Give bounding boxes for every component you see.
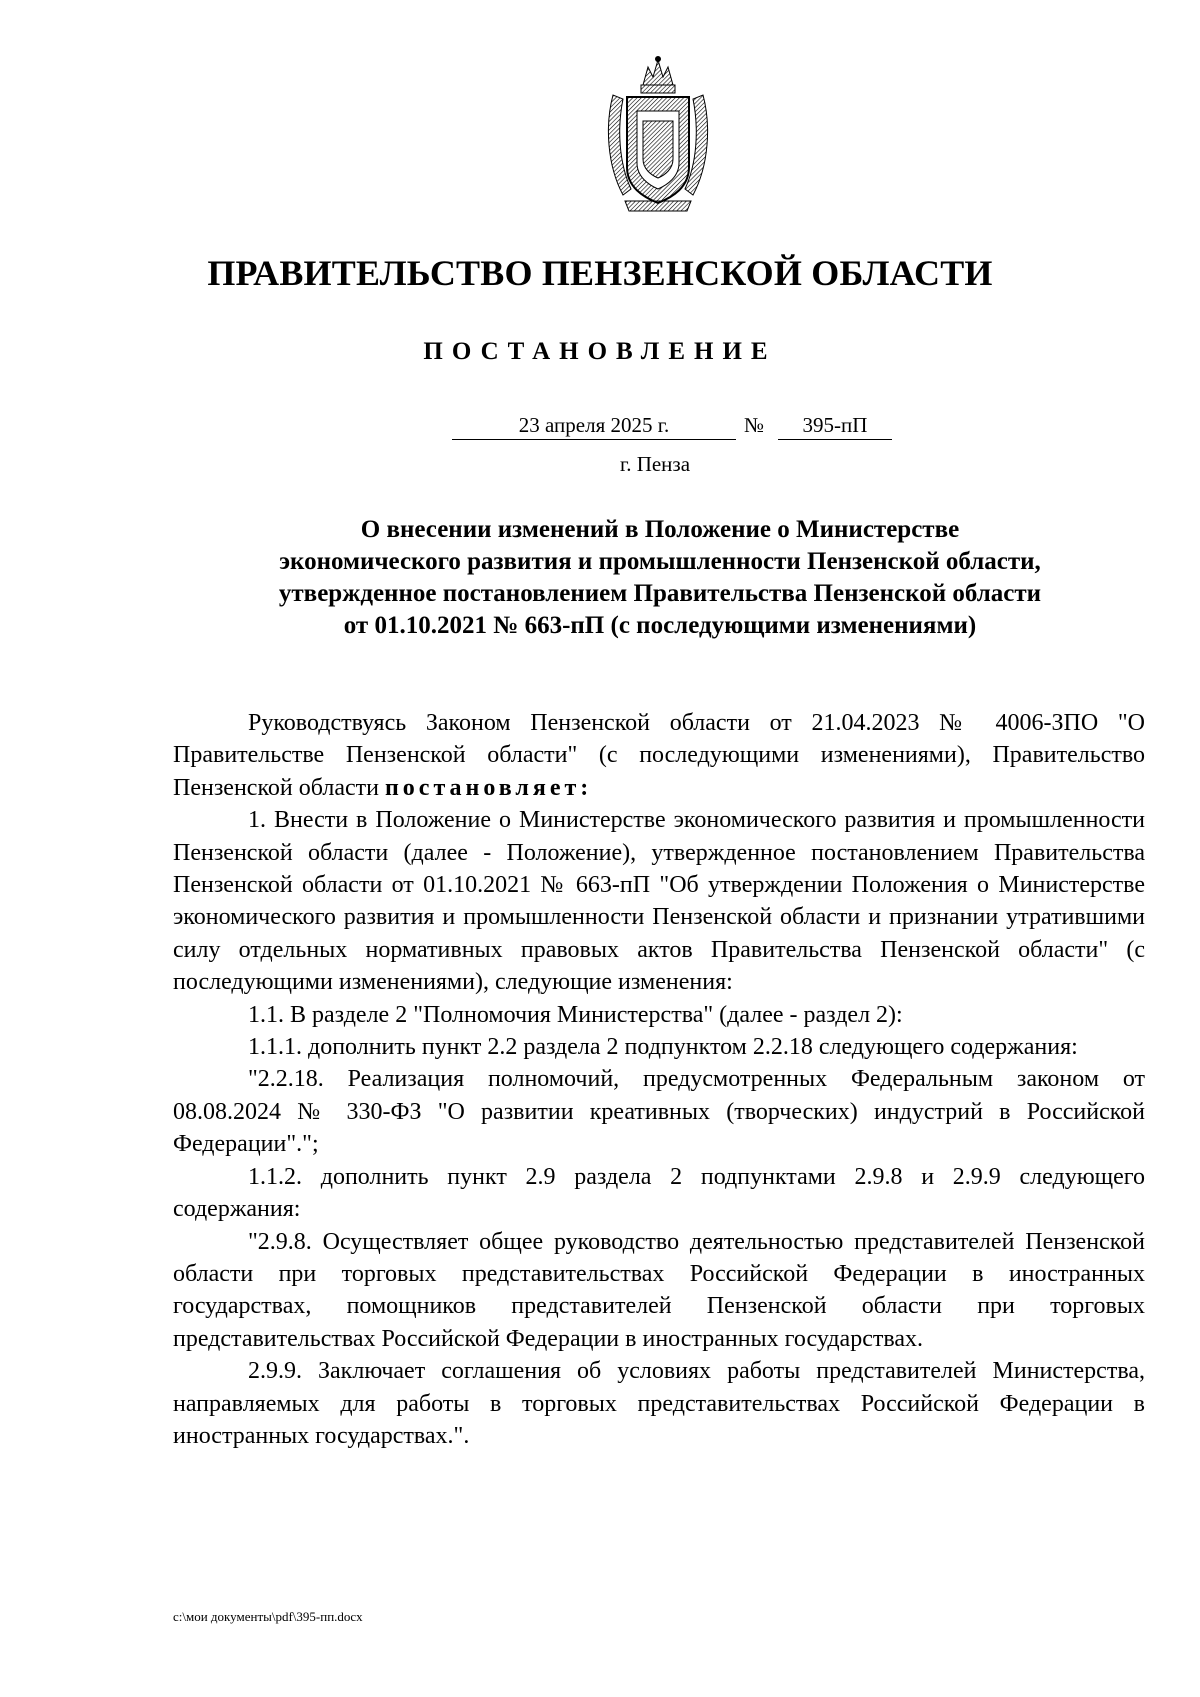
number-sign: № <box>744 413 765 437</box>
document-city: г. Пенза <box>619 452 691 476</box>
body-paragraph: 1.1. В разделе 2 "Полномочия Министерства" (далее - раздел 2): <box>248 1001 903 1028</box>
resolves-emphasis: постановляет: <box>384 774 593 801</box>
subject-line: О внесении изменений в Положение о Министерстве <box>360 516 960 543</box>
file-path-footer: c:\мои документы\pdf\395-пп.docx <box>173 1609 363 1624</box>
document-date: 23 апреля 2025 г. <box>452 413 736 440</box>
document-subject <box>150 514 1170 642</box>
body-paragraph: 1.1.2. дополнить пункт 2.9 раздела 2 подпунктами 2.9.8 и 2.9.9 следующего содержания: <box>173 1163 1145 1223</box>
document-body <box>173 707 1145 1452</box>
subject-line: экономического развития и промышленности Пензенской области, <box>279 548 1041 575</box>
preamble-text: Руководствуясь Законом Пензенской области от 21.04.2023 № 4006-ЗПО "О Правительстве Пензенской области" (с последующими изменениями), Правительство Пензенской области <box>173 710 1145 801</box>
body-paragraph: "2.2.18. Реализация полномочий, предусмотренных Федеральным законом от 08.08.2024 № 330-ФЗ "О развитии креативных (творческих) индустрий в Российской Федерации"."; <box>173 1066 1145 1158</box>
organization-title: ПРАВИТЕЛЬСТВО ПЕНЗЕНСКОЙ ОБЛАСТИ <box>207 253 993 293</box>
body-paragraph: "2.9.8. Осуществляет общее руководство деятельностью представителей Пензенской области при торговых представительствах Российской Федерации в иностранных государствах, помощников представителей Пензенской области при торговых представительствах Российской Федерации в иностранных государствах. <box>173 1228 1145 1352</box>
body-paragraph: 1. Внести в Положение о Министерстве экономического развития и промышленности Пензенской области (далее - Положение), утвержденное постановлением Правительства Пензенской области от 01.10.2021 № 663-пП "Об утверждении Положения о Министерстве экономического развития и промышленности Пензенской области и признании утратившими силу отдельных нормативных правовых актов Правительства Пензенской области" (с последующими изменениями), следующие изменения: <box>173 807 1145 996</box>
body-paragraph: 1.1.1. дополнить пункт 2.2 раздела 2 подпунктом 2.2.18 следующего содержания: <box>248 1034 1078 1061</box>
subject-line: от 01.10.2021 № 663-пП (с последующими изменениями) <box>343 612 977 639</box>
body-paragraph: 2.9.9. Заключает соглашения об условиях работы представителей Министерства, направляемых для работы в торговых представительствах Российской Федерации в иностранных государствах.". <box>173 1358 1145 1449</box>
body-paragraph <box>173 707 1145 804</box>
document-number: 395-пП <box>778 413 892 440</box>
subject-line: утвержденное постановлением Правительства Пензенской области <box>278 580 1042 607</box>
penza-coat-of-arms-icon <box>603 55 713 215</box>
document-type: ПОСТАНОВЛЕНИЕ <box>423 338 777 365</box>
